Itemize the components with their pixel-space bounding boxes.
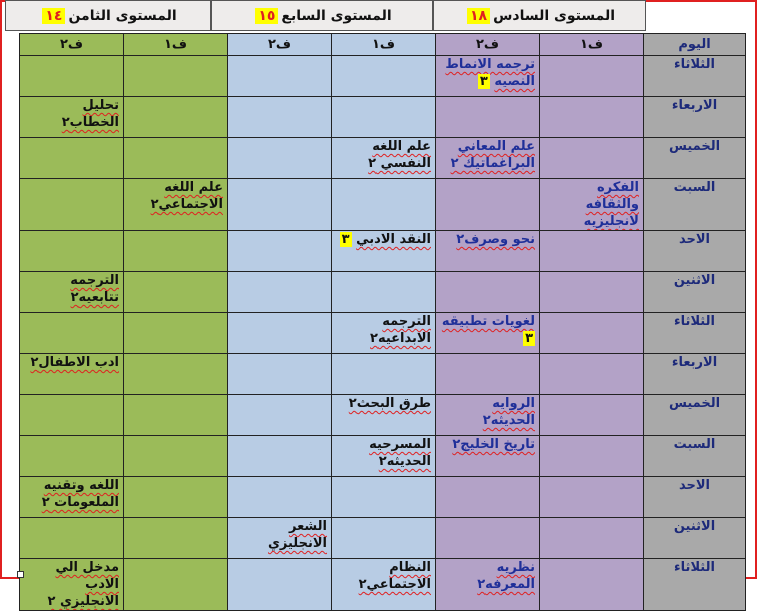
course-cell — [540, 272, 644, 313]
course-cell — [436, 518, 540, 559]
table-row — [20, 477, 746, 518]
course-name: ترجمه الانماط النصيه — [445, 57, 535, 89]
course-name: ادب الاطفال٢ — [30, 355, 119, 370]
course-name: النقد الادبي — [356, 232, 431, 247]
course-cell — [436, 395, 540, 436]
course-cell — [20, 97, 124, 138]
course-name: نحو وصرف٢ — [456, 232, 535, 247]
course-cell — [332, 395, 436, 436]
day-column-header: اليوم — [644, 34, 746, 56]
course-cell — [540, 313, 644, 354]
level-6-number: ١٨ — [467, 8, 490, 24]
table-row — [20, 313, 746, 354]
course-name: علم اللغه النفسي ٢ — [368, 139, 431, 171]
schedule-table — [19, 33, 746, 611]
day-cell: السبت — [644, 179, 746, 231]
day-cell: الثلاثاء — [644, 56, 746, 97]
day-cell: الاثنين — [644, 272, 746, 313]
course-cell — [540, 559, 644, 611]
course-cell — [332, 354, 436, 395]
level-6-header — [433, 0, 646, 31]
course-name: الفكره والثقافه لانجليزيه — [583, 180, 639, 229]
table-row — [20, 395, 746, 436]
course-cell — [436, 272, 540, 313]
course-name: اللغه وتقنيه الملعومات ٢ — [41, 478, 119, 510]
day-cell: الاثنين — [644, 518, 746, 559]
course-cell — [124, 272, 228, 313]
day-cell: الاحد — [644, 477, 746, 518]
course-cell — [228, 97, 332, 138]
course-cell — [228, 395, 332, 436]
course-cell — [20, 518, 124, 559]
course-cell — [124, 518, 228, 559]
course-cell — [332, 477, 436, 518]
table-row — [20, 559, 746, 611]
day-cell: السبت — [644, 436, 746, 477]
course-cell — [124, 313, 228, 354]
credit-badge: ٣ — [479, 74, 488, 89]
section-header: ف٢ — [20, 34, 124, 56]
course-cell — [436, 138, 540, 179]
course-cell — [124, 56, 228, 97]
table-row — [20, 272, 746, 313]
course-cell — [20, 56, 124, 97]
course-name: مدخل الي الادب الانجليزي ٢ — [47, 560, 119, 609]
course-cell — [332, 97, 436, 138]
table-row — [20, 436, 746, 477]
table-row — [20, 179, 746, 231]
course-name: طرق البحث٢ — [348, 396, 431, 411]
course-name: المسرحيه الحديثه٢ — [369, 437, 431, 469]
course-cell — [20, 395, 124, 436]
course-cell — [540, 179, 644, 231]
course-cell — [332, 56, 436, 97]
day-cell: الثلاثاء — [644, 313, 746, 354]
schedule-body — [20, 56, 746, 611]
course-cell — [228, 559, 332, 611]
day-cell: الاربعاء — [644, 354, 746, 395]
level-7-header — [211, 0, 433, 31]
course-cell — [228, 313, 332, 354]
table-row — [20, 231, 746, 272]
course-cell — [228, 518, 332, 559]
course-cell — [20, 272, 124, 313]
course-cell — [540, 518, 644, 559]
course-cell — [228, 354, 332, 395]
credit-badge: ٣ — [525, 331, 533, 346]
course-cell — [540, 97, 644, 138]
course-cell — [20, 559, 124, 611]
course-name: نظريه المعرفه٢ — [477, 560, 535, 592]
course-cell — [332, 138, 436, 179]
course-name: تحليل الخطاب٢ — [61, 98, 119, 130]
course-cell — [332, 231, 436, 272]
resize-handle — [17, 571, 24, 578]
course-cell — [332, 179, 436, 231]
level-8-name: المستوى الثامن — [68, 7, 177, 24]
course-cell — [228, 436, 332, 477]
course-name: الترجمه الابداعيه٢ — [370, 314, 431, 346]
course-cell — [20, 179, 124, 231]
section-header: ف١ — [332, 34, 436, 56]
course-cell — [332, 518, 436, 559]
course-cell — [436, 313, 540, 354]
course-name: الشعر الانجليزي — [267, 519, 327, 551]
course-cell — [20, 354, 124, 395]
course-cell — [332, 559, 436, 611]
course-cell — [124, 97, 228, 138]
section-header: ف٢ — [436, 34, 540, 56]
course-cell — [20, 231, 124, 272]
table-row — [20, 97, 746, 138]
table-row — [20, 518, 746, 559]
course-name: لغويات تطبيقه — [441, 314, 535, 329]
table-row — [20, 56, 746, 97]
course-cell — [540, 436, 644, 477]
course-cell — [540, 477, 644, 518]
course-cell — [228, 179, 332, 231]
table-row — [20, 138, 746, 179]
course-cell — [540, 354, 644, 395]
course-cell — [124, 477, 228, 518]
course-cell — [436, 559, 540, 611]
course-cell — [436, 231, 540, 272]
course-cell — [540, 138, 644, 179]
course-cell — [436, 56, 540, 97]
course-cell — [332, 436, 436, 477]
course-cell — [436, 477, 540, 518]
level-8-number: ١٤ — [42, 8, 65, 24]
table-header-row — [20, 34, 746, 56]
course-cell — [124, 231, 228, 272]
course-name: الترجمه تتابعيه٢ — [70, 273, 119, 305]
course-cell — [124, 436, 228, 477]
course-cell — [540, 56, 644, 97]
day-cell: الخميس — [644, 395, 746, 436]
course-cell — [228, 272, 332, 313]
credit-badge: ٣ — [341, 232, 350, 247]
course-name: تاريخ الخليج٢ — [452, 437, 535, 452]
course-cell — [20, 313, 124, 354]
level-7-number: ١٥ — [255, 8, 278, 24]
course-cell — [436, 436, 540, 477]
course-cell — [20, 477, 124, 518]
course-name: علم اللغه الاجتماعي٢ — [150, 180, 223, 212]
course-cell — [20, 138, 124, 179]
course-cell — [228, 138, 332, 179]
level-8-header — [5, 0, 211, 31]
day-cell: الخميس — [644, 138, 746, 179]
section-header: ف١ — [124, 34, 228, 56]
course-cell — [332, 313, 436, 354]
course-cell — [124, 138, 228, 179]
course-name: الروايه الحديثه٢ — [482, 396, 535, 428]
course-cell — [124, 395, 228, 436]
levels-header — [5, 0, 646, 33]
course-cell — [436, 179, 540, 231]
section-header: ف٢ — [228, 34, 332, 56]
course-cell — [124, 559, 228, 611]
day-cell: الاربعاء — [644, 97, 746, 138]
course-cell — [228, 56, 332, 97]
course-cell — [124, 354, 228, 395]
course-cell — [436, 97, 540, 138]
course-name: النظام الاجتماعي٢ — [358, 560, 431, 592]
course-cell — [20, 436, 124, 477]
course-cell — [228, 231, 332, 272]
day-cell: الثلاثاء — [644, 559, 746, 611]
course-cell — [332, 272, 436, 313]
level-6-name: المستوى السادس — [493, 7, 616, 24]
course-cell — [436, 354, 540, 395]
course-cell — [124, 179, 228, 231]
course-name: علم المعاني البراغماتيك ٢ — [450, 139, 535, 171]
course-cell — [540, 395, 644, 436]
level-7-name: المستوى السابع — [281, 7, 392, 24]
day-cell: الاحد — [644, 231, 746, 272]
section-header: ف١ — [540, 34, 644, 56]
course-cell — [540, 231, 644, 272]
table-row — [20, 354, 746, 395]
course-cell — [228, 477, 332, 518]
